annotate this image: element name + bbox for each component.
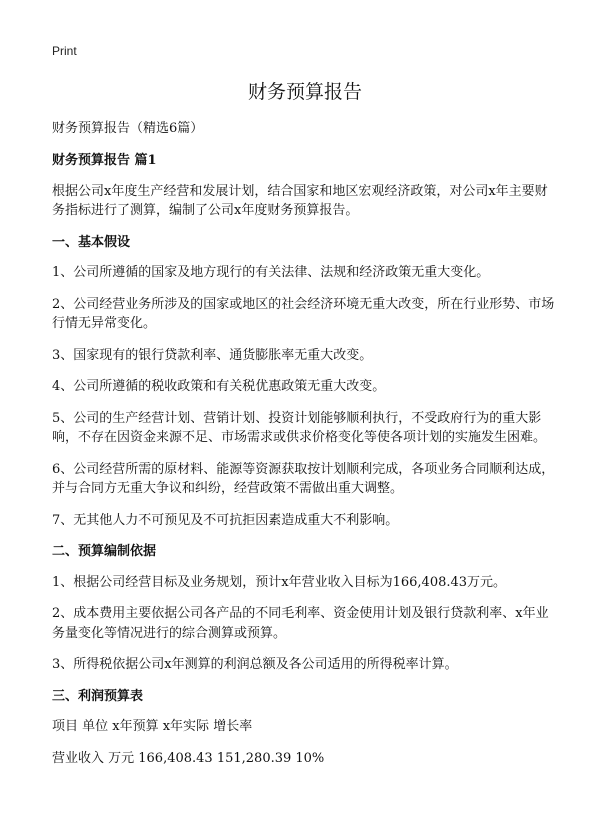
assumption-item: 6、公司经营所需的原材料、能源等资源获取按计划顺利完成，各项业务合同顺利达成，并与合同方无重大争议和纠纷，经营政策不需做出重大调整。	[52, 461, 555, 497]
print-link[interactable]: Print	[52, 44, 77, 58]
basis-item: 3、所得税依据公司x年测算的利润总额及各公司适用的所得税率计算。	[52, 657, 458, 673]
section-title-assumptions: 一、基本假设	[52, 234, 131, 250]
chapter-title: 财务预算报告 篇1	[52, 153, 157, 169]
section-title-profit-table: 三、利润预算表	[52, 688, 144, 704]
assumption-item: 2、公司经营业务所涉及的国家或地区的社会经济环境无重大改变，所在行业形势、市场行情无异常变化。	[52, 296, 555, 332]
document-subtitle: 财务预算报告（精选6篇）	[52, 120, 204, 136]
basis-item: 2、成本费用主要依据公司各产品的不同毛利率、资金使用计划及银行贷款利率、x年业务量变化等情况进行的综合测算或预算。	[52, 606, 549, 641]
section-title-basis: 二、预算编制依据	[52, 544, 157, 560]
intro-paragraph: 根据公司x年度生产经营和发展计划，结合国家和地区宏观经济政策，对公司x年主要财务指标进行了测算，编制了公司x年度财务预算报告。	[52, 183, 548, 219]
profit-table-header-row: 项目 单位 x年预算 x年实际 增长率	[52, 719, 253, 735]
page-title: 财务预算报告	[247, 81, 362, 103]
assumption-item: 1、公司所遵循的国家及地方现行的有关法律、法规和经济政策无重大变化。	[52, 265, 490, 281]
assumption-item: 3、国家现有的银行贷款利率、通货膨胀率无重大改变。	[52, 347, 373, 363]
basis-item: 1、根据公司经营目标及业务规划，预计x年营业收入目标为166,408.43万元。	[52, 574, 507, 590]
assumption-item: 7、无其他人力不可预见及不可抗拒因素造成重大不利影响。	[52, 512, 399, 528]
assumption-item: 5、公司的生产经营计划、营销计划、投资计划能够顺利执行，不受政府行为的重大影响，不存在因资金来源不足、市场需求或供求价格变化等使各项计划的实施发生困难。	[52, 410, 547, 446]
assumption-item: 4、公司所遵循的税收政策和有关税优惠政策无重大改变。	[52, 379, 386, 395]
profit-table-row: 营业收入 万元 166,408.43 151,280.39 10%	[52, 750, 325, 766]
